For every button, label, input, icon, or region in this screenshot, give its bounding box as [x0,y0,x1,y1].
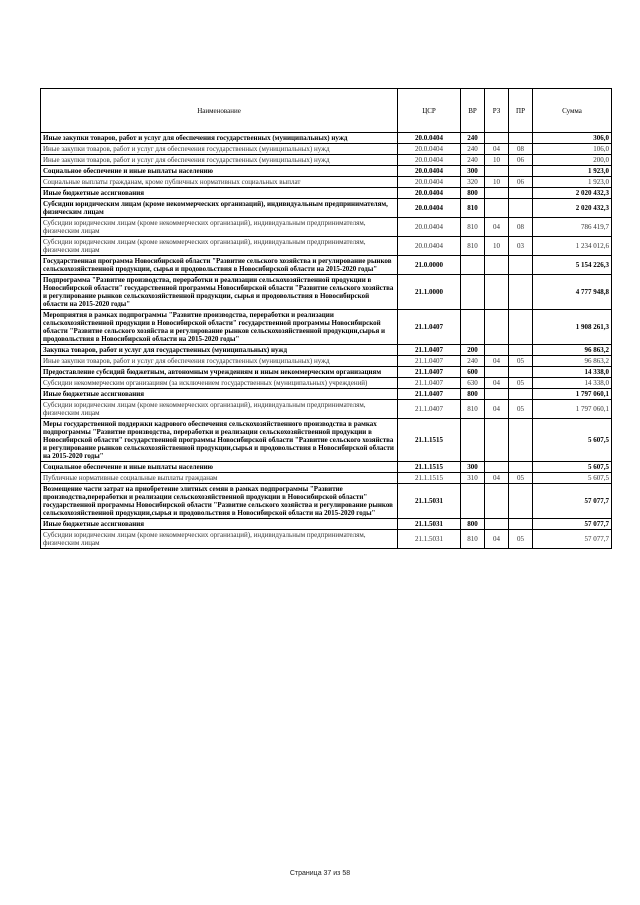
cell-pr: 06 [509,177,533,188]
cell-rz [485,166,509,177]
cell-rz [485,345,509,356]
cell-name: Подпрограмма "Развитие производства, переработки и реализации сельскохозяйственной продукции в Новосибирской области" государственной программы Новосибирской области "Развитие сельского хозяйства и регулирование рынков сельскохозяйственной продукции, сырья и продовольствия в Новосибирской области на 2015-2020 годы" [41,275,398,310]
table-row [41,530,612,549]
cell-pr: 05 [509,400,533,419]
cell-vr: 810 [461,400,485,419]
table-row [41,389,612,400]
cell-vr [461,419,485,462]
table-row [41,155,612,166]
table-row [41,473,612,484]
cell-csr: 21.1.1515 [398,419,461,462]
cell-pr [509,462,533,473]
cell-sum: 786 419,7 [533,218,612,237]
cell-csr: 20.0.0404 [398,188,461,199]
table-row [41,519,612,530]
cell-vr: 300 [461,462,485,473]
cell-vr: 800 [461,188,485,199]
budget-table [40,88,612,549]
cell-csr: 21.1.0407 [398,400,461,419]
table-row [41,218,612,237]
cell-rz: 04 [485,356,509,367]
cell-csr: 21.1.0407 [398,367,461,378]
cell-sum: 57 077,7 [533,530,612,549]
cell-csr: 21.1.0407 [398,389,461,400]
cell-name: Субсидии некоммерческим организациям (за исключением государственных (муниципальных) учреждений) [41,378,398,389]
table-row [41,188,612,199]
cell-sum: 1 797 060,1 [533,389,612,400]
header-sum: Сумма [533,89,612,133]
cell-csr: 21.1.5031 [398,484,461,519]
cell-rz [485,133,509,144]
cell-vr: 800 [461,389,485,400]
table-row [41,400,612,419]
cell-pr: 05 [509,378,533,389]
cell-name: Социальные выплаты гражданам, кроме публичных нормативных социальных выплат [41,177,398,188]
cell-sum: 96 863,2 [533,356,612,367]
cell-sum: 306,0 [533,133,612,144]
cell-vr [461,310,485,345]
cell-vr [461,275,485,310]
table-row [41,199,612,218]
table-row [41,484,612,519]
cell-name: Иные бюджетные ассигнования [41,188,398,199]
table-row [41,144,612,155]
cell-vr: 240 [461,155,485,166]
cell-rz [485,256,509,275]
cell-csr: 21.1.1515 [398,473,461,484]
cell-csr: 20.0.0404 [398,166,461,177]
cell-pr [509,275,533,310]
cell-name: Предоставление субсидий бюджетным, автономным учреждениям и иным некоммерческим организациям [41,367,398,378]
table-row [41,256,612,275]
cell-sum: 2 020 432,3 [533,199,612,218]
cell-vr: 630 [461,378,485,389]
cell-sum: 5 607,5 [533,462,612,473]
cell-name: Субсидии юридическим лицам (кроме некоммерческих организаций), индивидуальным предпринимателям, физическим лицам [41,400,398,419]
cell-vr: 600 [461,367,485,378]
table-row [41,310,612,345]
cell-pr: 08 [509,218,533,237]
cell-pr: 05 [509,530,533,549]
cell-csr: 21.1.0407 [398,310,461,345]
cell-sum: 200,0 [533,155,612,166]
cell-rz: 04 [485,144,509,155]
cell-csr: 20.0.0404 [398,177,461,188]
cell-rz: 04 [485,473,509,484]
cell-vr: 810 [461,199,485,218]
cell-pr [509,345,533,356]
cell-pr [509,484,533,519]
cell-vr [461,484,485,519]
cell-pr [509,199,533,218]
cell-name: Социальное обеспечение и иные выплаты населению [41,166,398,177]
cell-sum: 106,0 [533,144,612,155]
table-row [41,237,612,256]
cell-sum: 14 338,0 [533,378,612,389]
cell-pr: 08 [509,144,533,155]
cell-rz: 10 [485,155,509,166]
cell-pr: 06 [509,155,533,166]
cell-sum: 1 797 060,1 [533,400,612,419]
table-row [41,166,612,177]
cell-sum: 5 607,5 [533,473,612,484]
cell-csr: 21.0.0000 [398,256,461,275]
cell-pr [509,133,533,144]
cell-sum: 5 154 226,3 [533,256,612,275]
cell-csr: 20.0.0404 [398,218,461,237]
header-vr: ВР [461,89,485,133]
cell-sum: 96 863,2 [533,345,612,356]
cell-name: Иные бюджетные ассигнования [41,389,398,400]
cell-pr [509,367,533,378]
cell-rz: 04 [485,218,509,237]
cell-sum: 1 923,0 [533,177,612,188]
cell-name: Возмещение части затрат на приобретение элитных семян в рамках подпрограммы "Развитие производства,переработки и реализации сельскохозяйственной продукции в Новосибирской области" государственной программы Новосибирской области "Развитие сельского хозяйства и регулирование рынков сельскохозяйственной продукции,сырья и продовольствия в Новосибирской области на 2015-2020 годы" [41,484,398,519]
table-row [41,462,612,473]
table-row [41,367,612,378]
cell-pr: 05 [509,356,533,367]
cell-sum: 14 338,0 [533,367,612,378]
cell-name: Закупка товаров, работ и услуг для государственных (муниципальных) нужд [41,345,398,356]
cell-vr: 320 [461,177,485,188]
header-row [41,89,612,133]
cell-pr [509,389,533,400]
cell-vr: 810 [461,530,485,549]
cell-name: Меры государственной поддержки кадрового обеспечения сельскохозяйственного производства в рамках подпрограммы "Развитие производства, переработки и реализации сельскохозяйственной продукции в Новосибирской области" государственной программы Новосибирской области "Развитие сельского хозяйства и регулирование рынков сельскохозяйственной продукции,сырья и продовольствия в Новосибирской области на 2015-2020 годы" [41,419,398,462]
cell-sum: 1 908 261,3 [533,310,612,345]
cell-vr: 200 [461,345,485,356]
cell-rz [485,389,509,400]
cell-rz: 04 [485,400,509,419]
cell-vr: 300 [461,166,485,177]
cell-csr: 20.0.0404 [398,133,461,144]
cell-sum: 1 234 012,6 [533,237,612,256]
cell-csr: 21.1.5031 [398,519,461,530]
cell-sum: 1 923,0 [533,166,612,177]
cell-sum: 5 607,5 [533,419,612,462]
header-pr: ПР [509,89,533,133]
cell-rz: 04 [485,378,509,389]
cell-pr [509,419,533,462]
table-row [41,133,612,144]
cell-name: Субсидии юридическим лицам (кроме некоммерческих организаций), индивидуальным предпринимателям, физическим лицам [41,530,398,549]
cell-name: Субсидии юридическим лицам (кроме некоммерческих организаций), индивидуальным предпринимателям, физическим лицам [41,237,398,256]
cell-csr: 20.0.0404 [398,237,461,256]
cell-name: Субсидии юридическим лицам (кроме некоммерческих организаций), индивидуальным предпринимателям, физическим лицам [41,199,398,218]
cell-rz [485,188,509,199]
cell-name: Иные закупки товаров, работ и услуг для обеспечения государственных (муниципальных) нужд [41,155,398,166]
table-row [41,419,612,462]
cell-csr: 21.1.0000 [398,275,461,310]
cell-pr [509,188,533,199]
cell-sum: 2 020 432,3 [533,188,612,199]
cell-name: Иные бюджетные ассигнования [41,519,398,530]
cell-vr: 800 [461,519,485,530]
cell-csr: 21.1.0407 [398,345,461,356]
cell-sum: 57 077,7 [533,484,612,519]
cell-name: Государственная программа Новосибирской области "Развитие сельского хозяйства и регулирование рынков сельскохозяйственной продукции, сырья и продовольствия в Новосибирской области на 2015-2020 годы" [41,256,398,275]
page-number: Страница 37 из 58 [289,870,351,877]
header-rz: РЗ [485,89,509,133]
cell-rz [485,419,509,462]
cell-pr: 03 [509,237,533,256]
header-csr: ЦСР [398,89,461,133]
cell-rz [485,367,509,378]
cell-name: Иные закупки товаров, работ и услуг для обеспечения государственных (муниципальных) нужд [41,144,398,155]
cell-rz [485,275,509,310]
cell-name: Субсидии юридическим лицам (кроме некоммерческих организаций), индивидуальным предпринимателям, физическим лицам [41,218,398,237]
cell-vr: 810 [461,237,485,256]
cell-name: Публичные нормативные социальные выплаты гражданам [41,473,398,484]
table-header [41,89,612,133]
table-row [41,378,612,389]
cell-name: Мероприятия в рамках подпрограммы "Развитие производства, переработки и реализации сельскохозяйственной продукции в Новосибирской области" государственной программы Новосибирской области "Развитие сельского хозяйства и регулирование рынков сельскохозяйственной продукции,сырья и продовольствия в Новосибирской области на 2015-2020 годы" [41,310,398,345]
cell-pr [509,166,533,177]
table-row [41,356,612,367]
cell-vr: 310 [461,473,485,484]
table-body [41,133,612,549]
cell-csr: 21.1.0407 [398,356,461,367]
cell-rz [485,310,509,345]
cell-sum: 4 777 948,8 [533,275,612,310]
header-name: Наименование [41,89,398,133]
cell-name: Иные закупки товаров, работ и услуг для обеспечения государственных (муниципальных) нужд [41,133,398,144]
cell-csr: 20.0.0404 [398,199,461,218]
cell-name: Иные закупки товаров, работ и услуг для обеспечения государственных (муниципальных) нужд [41,356,398,367]
table-row [41,345,612,356]
table-row [41,177,612,188]
cell-vr: 240 [461,356,485,367]
cell-sum: 57 077,7 [533,519,612,530]
cell-rz [485,519,509,530]
cell-rz [485,462,509,473]
cell-csr: 20.0.0404 [398,155,461,166]
cell-pr [509,519,533,530]
cell-name: Социальное обеспечение и иные выплаты населению [41,462,398,473]
cell-pr: 05 [509,473,533,484]
cell-csr: 21.1.5031 [398,530,461,549]
cell-vr: 240 [461,144,485,155]
cell-rz [485,484,509,519]
cell-rz: 10 [485,237,509,256]
cell-vr: 240 [461,133,485,144]
cell-vr: 810 [461,218,485,237]
cell-pr [509,256,533,275]
cell-csr: 21.1.1515 [398,462,461,473]
table-row [41,275,612,310]
cell-rz: 10 [485,177,509,188]
cell-rz: 04 [485,530,509,549]
cell-pr [509,310,533,345]
cell-vr [461,256,485,275]
cell-rz [485,199,509,218]
cell-csr: 21.1.0407 [398,378,461,389]
cell-csr: 20.0.0404 [398,144,461,155]
